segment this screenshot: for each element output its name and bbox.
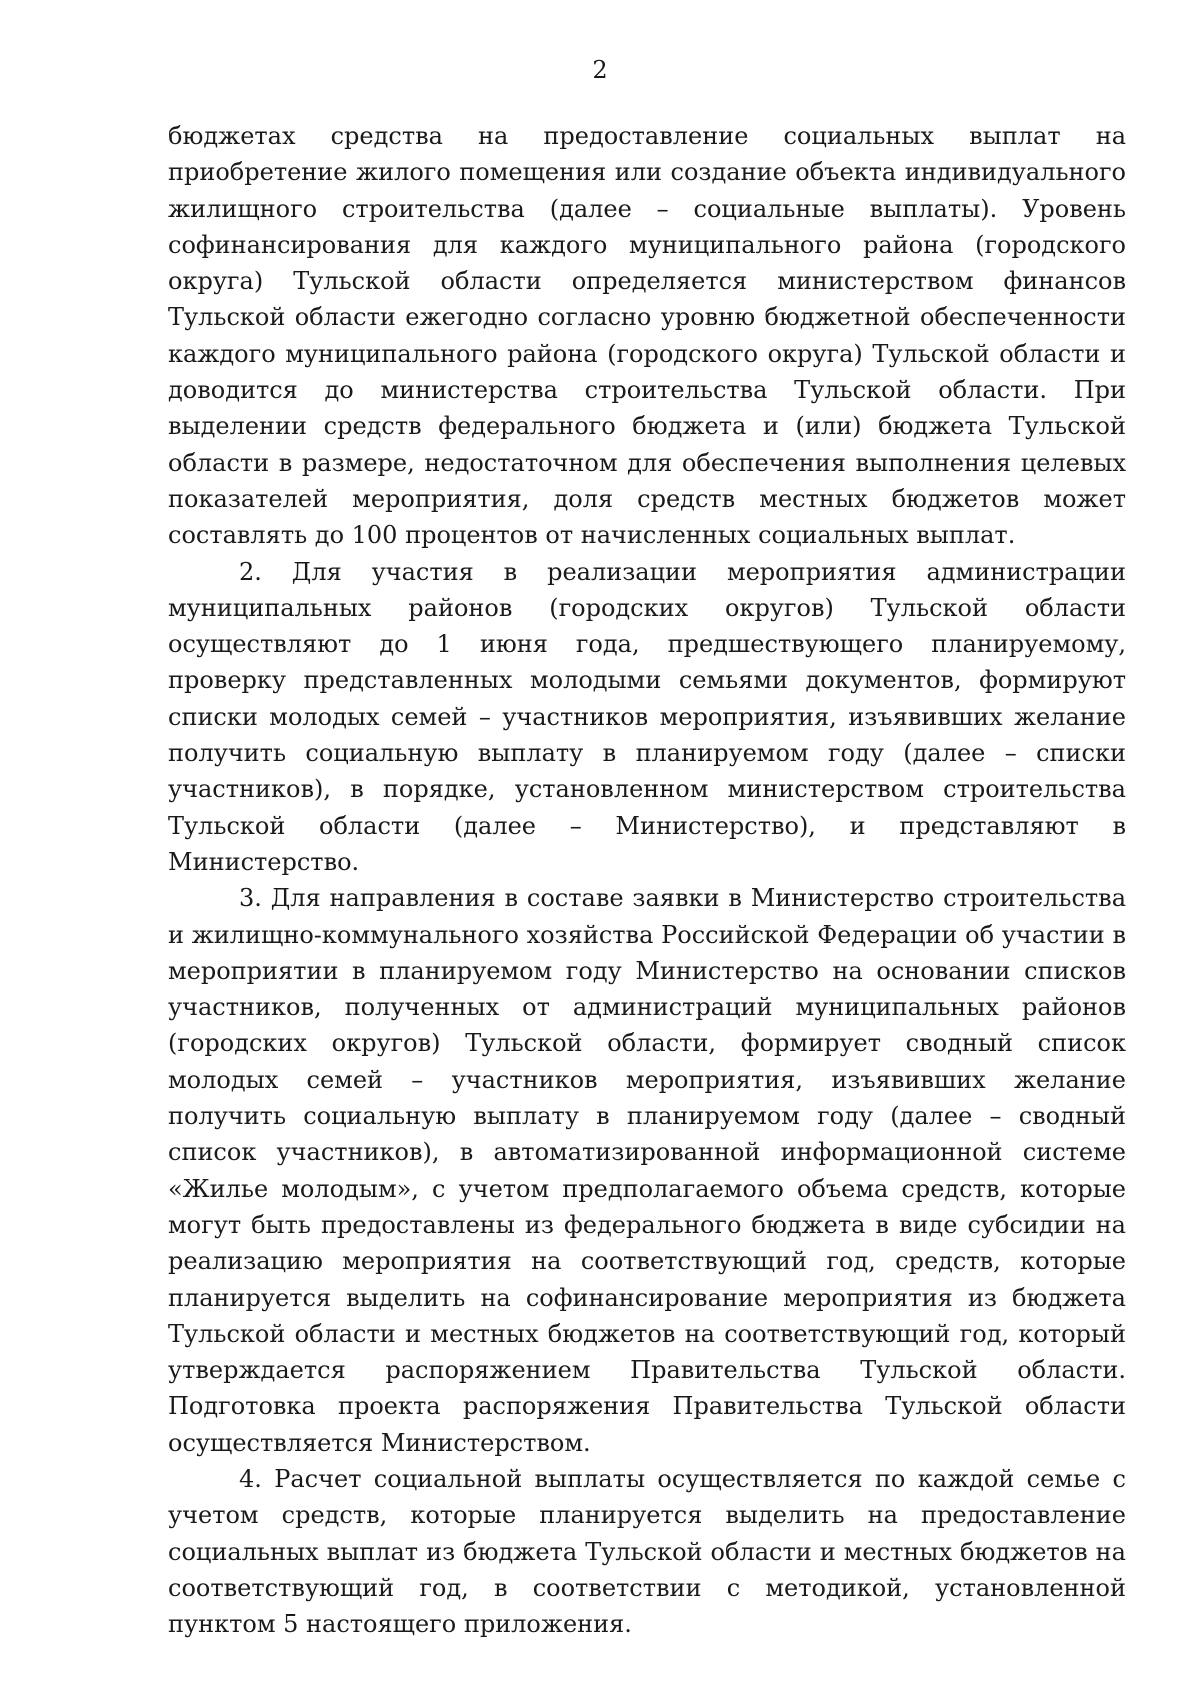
paragraph-item-3: 3. Для направления в составе заявки в Министерство строительства и жилищно-коммунального хозяйства Российской Федерации об участии в мероприятии в планируемом году Министерство на основании списков участников, полученных от администраций муниципальных районов (городских округов) Тульской области, формирует сводный список молодых семей – участников мероприятия, изъявивших желание получить социальную выплату в планируемом году (далее – сводный список участников), в автоматизированной информационной системе «Жилье молодым», с учетом предполагаемого объема средств, которые могут быть предоставлены из федерального бюджета в виде субсидии на реализацию мероприятия на соответствующий год, средств, которые планируется выделить на софинансирование мероприятия из бюджета Тульской области и местных бюджетов на соответствующий год, который утверждается распоряжением Правительства Тульской области. Подготовка проекта распоряжения Правительства Тульской области осуществляется Министерством.: [168, 884, 1126, 1457]
paragraph-item-2: 2. Для участия в реализации мероприятия администрации муниципальных районов (городских округов) Тульской области осуществляют до 1 июня года, предшествующего планируемому, проверку представленных молодыми семьями документов, формируют списки молодых семей – участников мероприятия, изъявивших желание получить социальную выплату в планируемом году (далее – списки участников), в порядке, установленном министерством строительства Тульской области (далее – Министерство), и представляют в Министерство.: [168, 557, 1126, 876]
paragraph-item-4: 4. Расчет социальной выплаты осуществляется по каждой семье с учетом средств, которые планируется выделить на предоставление социальных выплат из бюджета Тульской области и местных бюджетов на соответствующий год, в соответствии с методикой, установленной пунктом 5 настоящего приложения.: [168, 1464, 1126, 1639]
page-number: 2: [592, 56, 608, 84]
paragraph-continuation: бюджетах средства на предоставление социальных выплат на приобретение жилого помещения или создание объекта индивидуального жилищного строительства (далее – социальные выплаты). Уровень софинансирования для каждого муниципального района (городского округа) Тульской области определяется министерством финансов Тульской области ежегодно согласно уровню бюджетной обеспеченности каждого муниципального района (городского округа) Тульской области и доводится до министерства строительства Тульской области. При выделении средств федерального бюджета и (или) бюджета Тульской области в размере, недостаточном для обеспечения выполнения целевых показателей мероприятия, доля средств местных бюджетов может составлять до 100 процентов от начисленных социальных выплат.: [168, 122, 1126, 550]
document-body: [168, 118, 1126, 1642]
